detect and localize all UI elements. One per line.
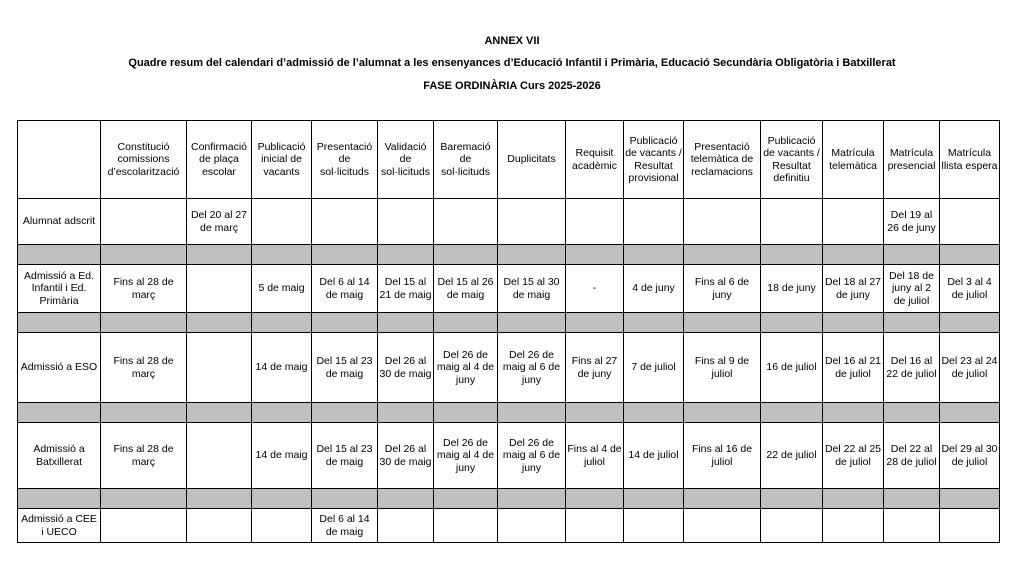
table-row bbox=[18, 509, 1000, 543]
separator-cell bbox=[187, 245, 252, 265]
table-cell: Del 15 al 23 de maig bbox=[312, 423, 378, 489]
table-cell: Del 22 al 25 de juliol bbox=[823, 423, 884, 489]
table-cell bbox=[823, 199, 884, 245]
annex-title: ANNEX VII bbox=[484, 35, 540, 47]
separator-cell bbox=[624, 245, 684, 265]
separator-cell bbox=[378, 313, 434, 333]
separator-cell bbox=[312, 489, 378, 509]
separator-cell bbox=[187, 489, 252, 509]
separator-cell bbox=[823, 245, 884, 265]
separator-cell bbox=[252, 403, 312, 423]
separator-cell bbox=[884, 313, 940, 333]
separator-cell bbox=[378, 489, 434, 509]
separator-cell bbox=[566, 403, 624, 423]
table-row bbox=[18, 333, 1000, 403]
column-header: Publicació de vacants / Resultat provisional bbox=[624, 121, 684, 199]
table-cell bbox=[252, 199, 312, 245]
separator-cell bbox=[884, 403, 940, 423]
table-cell: 7 de juliol bbox=[624, 333, 684, 403]
table-cell: Del 26 de maig al 6 de juny bbox=[498, 333, 566, 403]
table-cell: - bbox=[566, 265, 624, 313]
separator-cell bbox=[684, 313, 761, 333]
table-cell: 16 de juliol bbox=[761, 333, 823, 403]
table-cell bbox=[684, 199, 761, 245]
separator-cell bbox=[187, 403, 252, 423]
table-cell: Del 19 al 26 de juny bbox=[884, 199, 940, 245]
row-label: Alumnat adscrit bbox=[18, 199, 101, 245]
table-cell: Del 15 al 26 de maig bbox=[434, 265, 498, 313]
table-cell: 4 de juny bbox=[624, 265, 684, 313]
separator-cell bbox=[884, 245, 940, 265]
table-cell: Fins al 4 de juliol bbox=[566, 423, 624, 489]
separator-cell bbox=[684, 245, 761, 265]
separator-cell bbox=[940, 313, 1000, 333]
table-cell: Del 20 al 27 de març bbox=[187, 199, 252, 245]
separator-cell bbox=[498, 245, 566, 265]
table-cell: Del 26 al 30 de maig bbox=[378, 423, 434, 489]
separator-cell bbox=[498, 403, 566, 423]
column-header: Validació de sol·licituds bbox=[378, 121, 434, 199]
separator-cell bbox=[378, 403, 434, 423]
table-cell bbox=[101, 509, 187, 543]
separator-row bbox=[18, 489, 1000, 509]
table-cell: 14 de maig bbox=[252, 333, 312, 403]
table-cell: Del 26 al 30 de maig bbox=[378, 333, 434, 403]
column-header: Duplicitats bbox=[498, 121, 566, 199]
table-cell bbox=[761, 199, 823, 245]
table-cell bbox=[498, 509, 566, 543]
header-corner-cell bbox=[18, 121, 101, 199]
table-cell: 22 de juliol bbox=[761, 423, 823, 489]
separator-cell bbox=[18, 245, 101, 265]
row-label: Admissió a CEE i UECO bbox=[18, 509, 101, 543]
separator-cell bbox=[101, 245, 187, 265]
table-cell: Fins al 16 de juliol bbox=[684, 423, 761, 489]
column-header: Constitució comissions d’escolarització bbox=[101, 121, 187, 199]
separator-cell bbox=[312, 313, 378, 333]
column-header: Matrícula presencial bbox=[884, 121, 940, 199]
table-cell bbox=[187, 509, 252, 543]
table-cell: 14 de juliol bbox=[624, 423, 684, 489]
table-cell bbox=[940, 199, 1000, 245]
admission-calendar-table bbox=[17, 120, 1000, 543]
separator-cell bbox=[101, 489, 187, 509]
row-label: Admissió a Ed. Infantil i Ed. Primària bbox=[18, 265, 101, 313]
separator-cell bbox=[312, 245, 378, 265]
table-cell: Fins al 28 de març bbox=[101, 423, 187, 489]
separator-cell bbox=[18, 313, 101, 333]
separator-cell bbox=[498, 489, 566, 509]
separator-cell bbox=[312, 403, 378, 423]
separator-cell bbox=[18, 489, 101, 509]
table-cell bbox=[684, 509, 761, 543]
column-header: Publicació inicial de vacants bbox=[252, 121, 312, 199]
table-cell bbox=[187, 423, 252, 489]
separator-cell bbox=[101, 403, 187, 423]
table-cell bbox=[378, 509, 434, 543]
separator-cell bbox=[823, 403, 884, 423]
separator-cell bbox=[378, 245, 434, 265]
table-cell bbox=[566, 509, 624, 543]
table-row bbox=[18, 265, 1000, 313]
row-label: Admissió a ESO bbox=[18, 333, 101, 403]
separator-cell bbox=[940, 245, 1000, 265]
separator-cell bbox=[566, 245, 624, 265]
column-header: Presentació telemàtica de reclamacions bbox=[684, 121, 761, 199]
table-cell: Del 22 al 28 de juliol bbox=[884, 423, 940, 489]
separator-cell bbox=[101, 313, 187, 333]
table-subtitle: Quadre resum del calendari d’admissió de l’alumnat a les ensenyances d’Educació Infantil i Primària, Educació Secundària Obligatòria i Batxillerat bbox=[128, 57, 896, 69]
separator-cell bbox=[761, 403, 823, 423]
separator-cell bbox=[940, 403, 1000, 423]
table-cell: 14 de maig bbox=[252, 423, 312, 489]
table-cell: Del 18 al 27 de juny bbox=[823, 265, 884, 313]
separator-cell bbox=[624, 489, 684, 509]
table-cell: 5 de maig bbox=[252, 265, 312, 313]
table-cell bbox=[624, 509, 684, 543]
separator-cell bbox=[434, 245, 498, 265]
table-cell bbox=[940, 509, 1000, 543]
table-cell: Del 26 de maig al 4 de juny bbox=[434, 423, 498, 489]
column-header: Matrícula llista espera bbox=[940, 121, 1000, 199]
table-cell: Del 15 al 30 de maig bbox=[498, 265, 566, 313]
separator-cell bbox=[624, 403, 684, 423]
table-cell: Del 16 al 22 de juliol bbox=[884, 333, 940, 403]
table-row bbox=[18, 423, 1000, 489]
separator-cell bbox=[498, 313, 566, 333]
table-cell: Del 16 al 21 de juliol bbox=[823, 333, 884, 403]
table-cell: Fins al 9 de juliol bbox=[684, 333, 761, 403]
separator-cell bbox=[684, 489, 761, 509]
table-cell: Del 6 al 14 de maig bbox=[312, 509, 378, 543]
column-header: Requisit acadèmic bbox=[566, 121, 624, 199]
column-header: Confirmació de plaça escolar bbox=[187, 121, 252, 199]
separator-cell bbox=[434, 313, 498, 333]
table-cell: Del 26 de maig al 6 de juny bbox=[498, 423, 566, 489]
row-label: Admissió a Batxillerat bbox=[18, 423, 101, 489]
table-cell: Del 15 al 23 de maig bbox=[312, 333, 378, 403]
separator-cell bbox=[252, 489, 312, 509]
table-cell bbox=[498, 199, 566, 245]
table-cell bbox=[884, 509, 940, 543]
separator-cell bbox=[434, 489, 498, 509]
table-cell bbox=[187, 265, 252, 313]
separator-row bbox=[18, 403, 1000, 423]
table-cell bbox=[312, 199, 378, 245]
table-cell bbox=[624, 199, 684, 245]
separator-cell bbox=[252, 313, 312, 333]
table-cell bbox=[823, 509, 884, 543]
table-cell bbox=[187, 333, 252, 403]
table-cell: Fins al 6 de juny bbox=[684, 265, 761, 313]
separator-cell bbox=[566, 489, 624, 509]
column-header: Matrícula telemàtica bbox=[823, 121, 884, 199]
table-cell: Del 18 de juny al 2 de juliol bbox=[884, 265, 940, 313]
table-cell: Del 26 de maig al 4 de juny bbox=[434, 333, 498, 403]
separator-cell bbox=[761, 489, 823, 509]
separator-cell bbox=[823, 489, 884, 509]
table-row bbox=[18, 199, 1000, 245]
table-cell: Del 15 al 21 de maig bbox=[378, 265, 434, 313]
separator-cell bbox=[434, 403, 498, 423]
table-cell: Del 6 al 14 de maig bbox=[312, 265, 378, 313]
separator-cell bbox=[684, 403, 761, 423]
separator-cell bbox=[761, 313, 823, 333]
table-cell bbox=[252, 509, 312, 543]
table-cell bbox=[101, 199, 187, 245]
table-cell: Fins al 28 de març bbox=[101, 265, 187, 313]
table-cell bbox=[761, 509, 823, 543]
separator-cell bbox=[884, 489, 940, 509]
separator-row bbox=[18, 313, 1000, 333]
table-cell bbox=[434, 509, 498, 543]
separator-cell bbox=[187, 313, 252, 333]
separator-row bbox=[18, 245, 1000, 265]
column-header: Presentació de sol·licituds bbox=[312, 121, 378, 199]
column-header: Publicació de vacants / Resultat definitiu bbox=[761, 121, 823, 199]
table-cell: Del 23 al 24 de juliol bbox=[940, 333, 1000, 403]
table-cell: Del 3 al 4 de juliol bbox=[940, 265, 1000, 313]
table-cell bbox=[566, 199, 624, 245]
table-cell: Del 29 al 30 de juliol bbox=[940, 423, 1000, 489]
table-cell bbox=[378, 199, 434, 245]
separator-cell bbox=[761, 245, 823, 265]
table-cell: Fins al 28 de març bbox=[101, 333, 187, 403]
table-cell: 18 de juny bbox=[761, 265, 823, 313]
header-row bbox=[18, 121, 1000, 199]
table-cell bbox=[434, 199, 498, 245]
separator-cell bbox=[940, 489, 1000, 509]
phase-title: FASE ORDINÀRIA Curs 2025-2026 bbox=[423, 80, 601, 92]
separator-cell bbox=[252, 245, 312, 265]
separator-cell bbox=[18, 403, 101, 423]
separator-cell bbox=[823, 313, 884, 333]
separator-cell bbox=[624, 313, 684, 333]
separator-cell bbox=[566, 313, 624, 333]
column-header: Baremació de sol·licituds bbox=[434, 121, 498, 199]
table-cell: Fins al 27 de juny bbox=[566, 333, 624, 403]
